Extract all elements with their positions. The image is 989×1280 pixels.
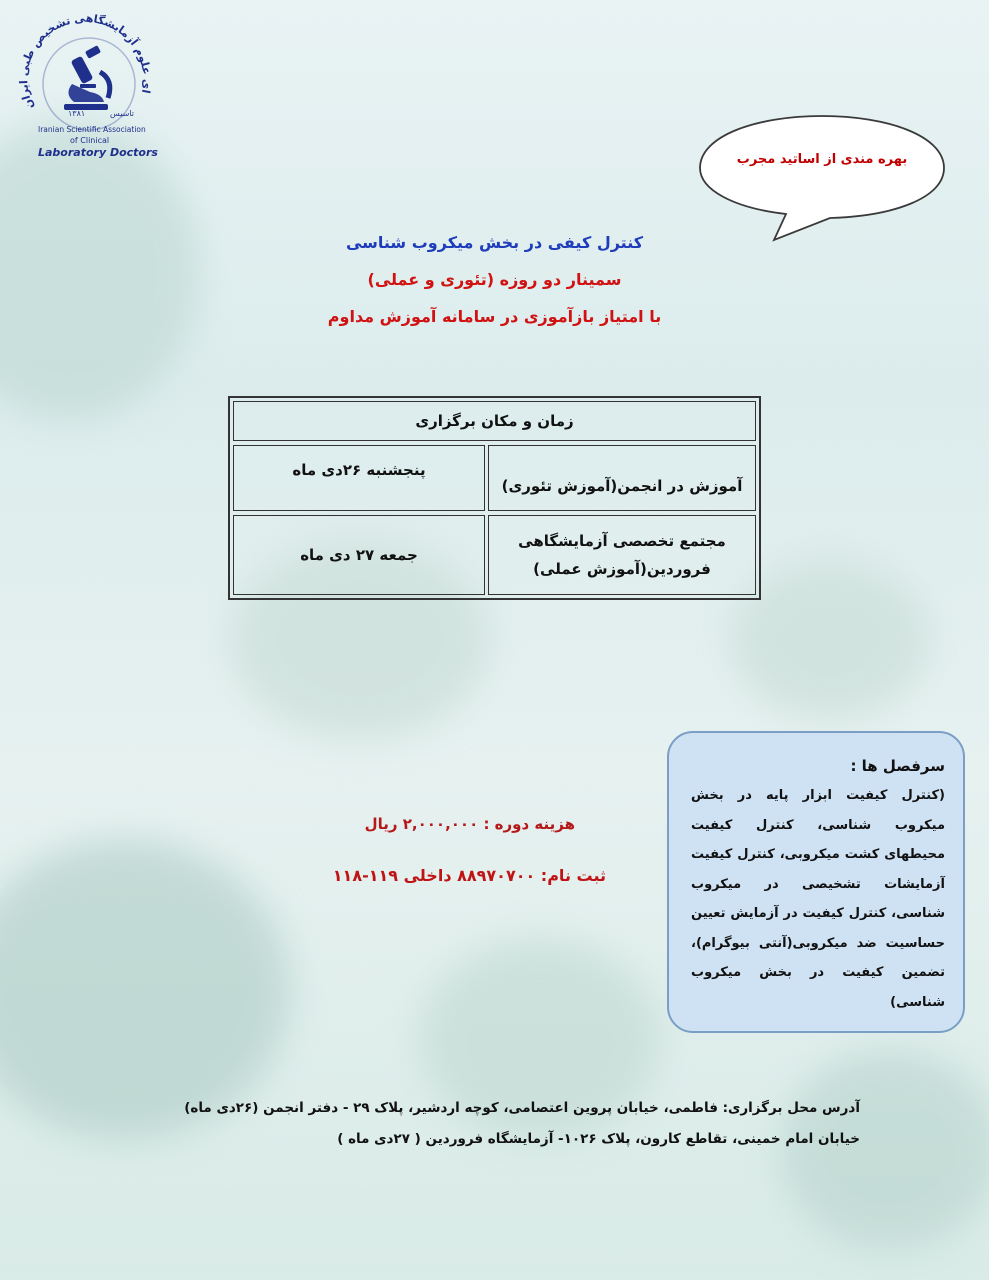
association-logo [14,12,164,162]
logo-english-line-2: of Clinical [70,136,110,145]
schedule-date-1: پنجشنبه ۲۶دی ماه [233,445,485,511]
address-line-1: آدرس محل برگزاری: فاطمی، خیابان پروین اعتصامی، کوچه اردشیر، پلاک ۲۹ - دفتر انجمن (۲۶دی ماه) [184,1100,860,1116]
background-shape [780,1050,989,1250]
topics-title: سرفصل ها : [850,757,945,775]
registration-phone: ثبت نام: ۸۸۹۷۰۷۰۰ داخلی ۱۱۹-۱۱۸ [332,866,606,885]
logo-english-line-1: Iranian Scientific Association [38,125,146,134]
schedule-place-1 [488,445,756,511]
schedule-date-2: جمعه ۲۷ دی ماه [233,515,485,595]
schedule-header: زمان و مکان برگزاری [233,401,756,441]
schedule-table [228,396,761,600]
schedule-place-1-text: آموزش در انجمن(آموزش تئوری) [501,476,743,495]
address-line-2: خیابان امام خمینی، تقاطع کارون، پلاک ۱۰۲۶- آزمایشگاه فروردین ( ۲۷دی ماه ) [337,1131,860,1147]
speech-bubble-icon [698,112,946,242]
seminar-subtitle: سمینار دو روزه (تئوری و عملی) [367,270,622,289]
schedule-place-2-line-2: فروردین(آموزش عملی) [533,560,711,578]
callout-text: بهره مندی از اساتید مجرب [736,152,908,167]
credit-note: با امتیاز بازآموزی در سامانه آموزش مداوم [327,307,662,326]
topics-body: (کنترل کیفیت ابزار پایه در بخش میکروب شناسی، کنترل کیفیت محیطهای کشت میکروبی، کنترل کیفیت آزمایشات تشخیصی در میکروب شناسی، کنترل کیفیت در آزمایش تعیین حساسیت ضد میکروبی(آنتی بیوگرام)، تضمین کیفیت در بخش میکروب شناسی) [691,788,945,1010]
logo-arc-text: ای علوم آزمایشگاهی تشخیص طبی ایران [17,12,154,112]
logo-est-year: ۱۳۸۱ [68,109,86,118]
logo-est-label: تاسیس [110,109,134,118]
schedule-place-2-line-1: مجتمع تخصصی آزمایشگاهی [518,531,726,550]
schedule-place-2 [488,515,756,595]
course-fee: هزینه دوره : ۲,۰۰۰,۰۰۰ ریال [364,815,575,833]
microscope-logo-icon [14,12,164,162]
course-title: کنترل کیفی در بخش میکروب شناسی [345,233,644,252]
logo-english-line-3: Laboratory Doctors [38,146,158,159]
topics-panel [667,731,965,1033]
background-shape [0,840,290,1140]
